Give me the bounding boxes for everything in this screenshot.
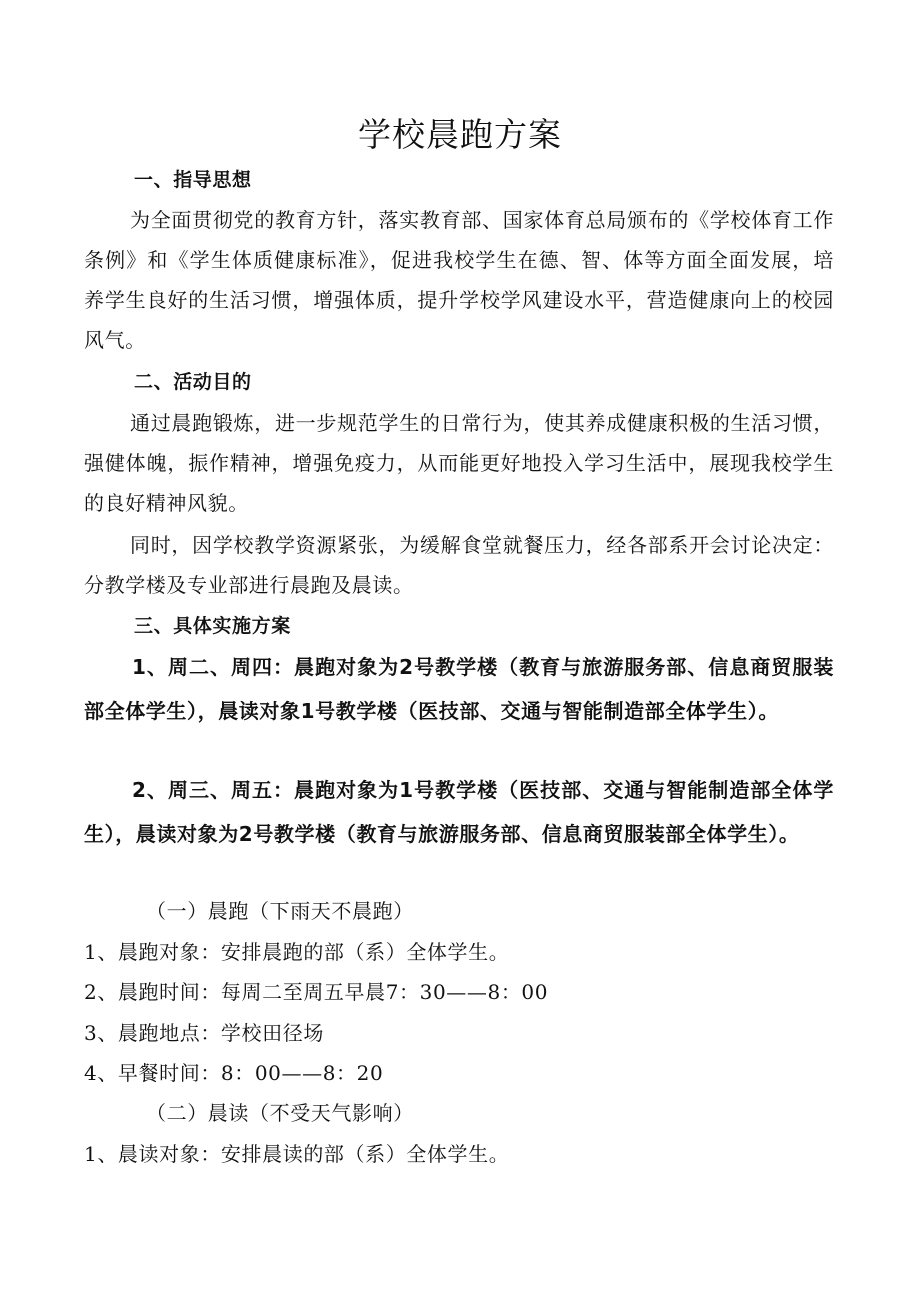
document-title: 学校晨跑方案 (358, 115, 562, 154)
morning-run-item: 2、晨跑时间：每周二至周五早晨7：30——8：00 (84, 980, 549, 1004)
morning-read-item: 1、晨读对象：安排晨读的部（系）全体学生。 (84, 1142, 510, 1166)
section-heading-guiding-ideology: 一、指导思想 (134, 169, 252, 191)
guiding-ideology-paragraph: 为全面贯彻党的教育方针，落实教育部、国家体育总局颁布的《学校体育工作条例》和《学生体质健康标准》，促进我校学生在德、智、体等方面全面发展，培养学生良好的生活习惯，增强体质，提升学校学风建设水平，营造健康向上的校园风气。 (84, 208, 834, 352)
schedule-tue-thu: 1、周二、周四：晨跑对象为2号教学楼（教育与旅游服务部、信息商贸服装部全体学生），晨读对象1号教学楼（医技部、交通与智能制造部全体学生）。 (84, 655, 834, 723)
morning-run-heading: （一）晨跑（下雨天不晨跑） (146, 899, 414, 923)
resource-note-paragraph: 同时，因学校教学资源紧张，为缓解食堂就餐压力，经各部系开会讨论决定：分教学楼及专业部进行晨跑及晨读。 (84, 533, 834, 597)
morning-read-heading: （二）晨读（不受天气影响） (146, 1101, 414, 1125)
morning-run-item: 3、晨跑地点：学校田径场 (84, 1021, 324, 1045)
section-heading-implementation-plan: 三、具体实施方案 (134, 615, 291, 637)
section-heading-activity-purpose: 二、活动目的 (134, 371, 252, 393)
schedule-wed-fri: 2、周三、周五：晨跑对象为1号教学楼（医技部、交通与智能制造部全体学生），晨读对象为2号教学楼（教育与旅游服务部、信息商贸服装部全体学生）。 (84, 778, 834, 846)
activity-purpose-paragraph: 通过晨跑锻炼，进一步规范学生的日常行为，使其养成健康积极的生活习惯，强健体魄，振作精神，增强免疫力，从而能更好地投入学习生活中，展现我校学生的良好精神风貌。 (84, 411, 834, 515)
morning-run-item: 4、早餐时间：8：00——8：20 (84, 1061, 384, 1085)
morning-run-item: 1、晨跑对象：安排晨跑的部（系）全体学生。 (84, 940, 510, 964)
